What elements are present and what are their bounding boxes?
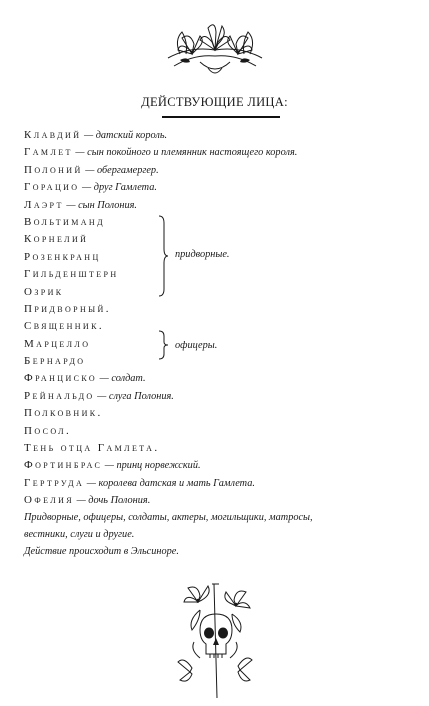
character-name: Полоний <box>24 163 83 176</box>
cast-row <box>24 196 424 213</box>
cast-row <box>24 161 424 178</box>
cast-row <box>24 491 424 508</box>
character-name: Офелия <box>24 494 74 507</box>
character-description: — сын покойного и племянник настоящего короля. <box>72 147 298 159</box>
cast-list <box>24 126 424 561</box>
character-name: Полковник. <box>24 407 103 420</box>
character-name: Священник. <box>24 320 104 333</box>
character-name: Горацио <box>24 181 80 194</box>
character-description: — обергамергер. <box>82 164 159 176</box>
courtiers-label: придворные. <box>175 249 230 260</box>
character-name: Клавдий <box>24 129 82 141</box>
cast-row <box>24 126 424 143</box>
character-description: — сын Полония. <box>63 199 138 211</box>
character-name: Марцелло <box>24 337 91 350</box>
character-name: Гертруда <box>24 476 85 489</box>
cast-row <box>24 143 424 160</box>
character-name: Озрик <box>24 285 64 298</box>
character-description: — друг Гамлета. <box>79 182 157 194</box>
character-description: — солдат. <box>97 373 146 385</box>
character-name: Корнелий <box>24 233 89 246</box>
cast-row <box>24 230 424 247</box>
skull-with-flowers-icon <box>170 580 260 702</box>
setting-note: Действие происходит в Эльсиноре. <box>24 546 179 558</box>
extras-note-line1: Придворные, офицеры, солдаты, актеры, могильщики, матросы, <box>24 511 313 523</box>
character-name: Рейнальдо <box>24 389 95 402</box>
cast-row <box>24 178 424 195</box>
character-name: Франциско <box>24 372 98 385</box>
cast-row <box>24 369 424 386</box>
character-name: Лаэрт <box>24 198 64 211</box>
character-description: — дочь Полония. <box>74 495 151 507</box>
cast-row <box>24 439 424 456</box>
character-name: Тень отца Гамлета. <box>24 442 160 455</box>
page-title: ДЕЙСТВУЮЩИЕ ЛИЦА: <box>141 95 288 109</box>
cast-row <box>24 404 424 421</box>
lily-flowers-icon <box>160 10 270 80</box>
cast-row <box>24 456 424 473</box>
cast-row <box>24 265 424 282</box>
cast-row <box>24 474 424 491</box>
character-name: Вольтиманд <box>24 215 105 228</box>
character-name: Бернардо <box>24 355 86 368</box>
officers-label: офицеры. <box>175 340 218 351</box>
character-description: — слуга Полония. <box>94 390 174 402</box>
cast-row <box>24 387 424 404</box>
character-name: Гильденштерн <box>24 268 119 281</box>
courtiers-brace-icon <box>157 215 169 297</box>
cast-row <box>24 335 424 352</box>
cast-row <box>24 213 424 230</box>
character-description: — принц норвежский. <box>102 460 201 472</box>
cast-row <box>24 317 424 334</box>
cast-row <box>24 422 424 439</box>
character-name: Фортинбрас <box>24 459 103 472</box>
character-name: Придворный. <box>24 302 111 315</box>
character-name: Розенкранц <box>24 250 101 263</box>
cast-row <box>24 283 424 300</box>
character-description: — датский король. <box>81 130 168 141</box>
character-name: Посол. <box>24 424 72 437</box>
cast-row <box>24 352 424 369</box>
cast-row <box>24 300 424 317</box>
officers-brace-icon <box>157 330 169 360</box>
character-name: Гамлет <box>24 146 73 159</box>
character-description: — королева датская и мать Гамлета. <box>84 477 255 489</box>
extras-note-line2: вестники, слуги и другие. <box>24 528 135 540</box>
title-underline <box>162 116 280 118</box>
